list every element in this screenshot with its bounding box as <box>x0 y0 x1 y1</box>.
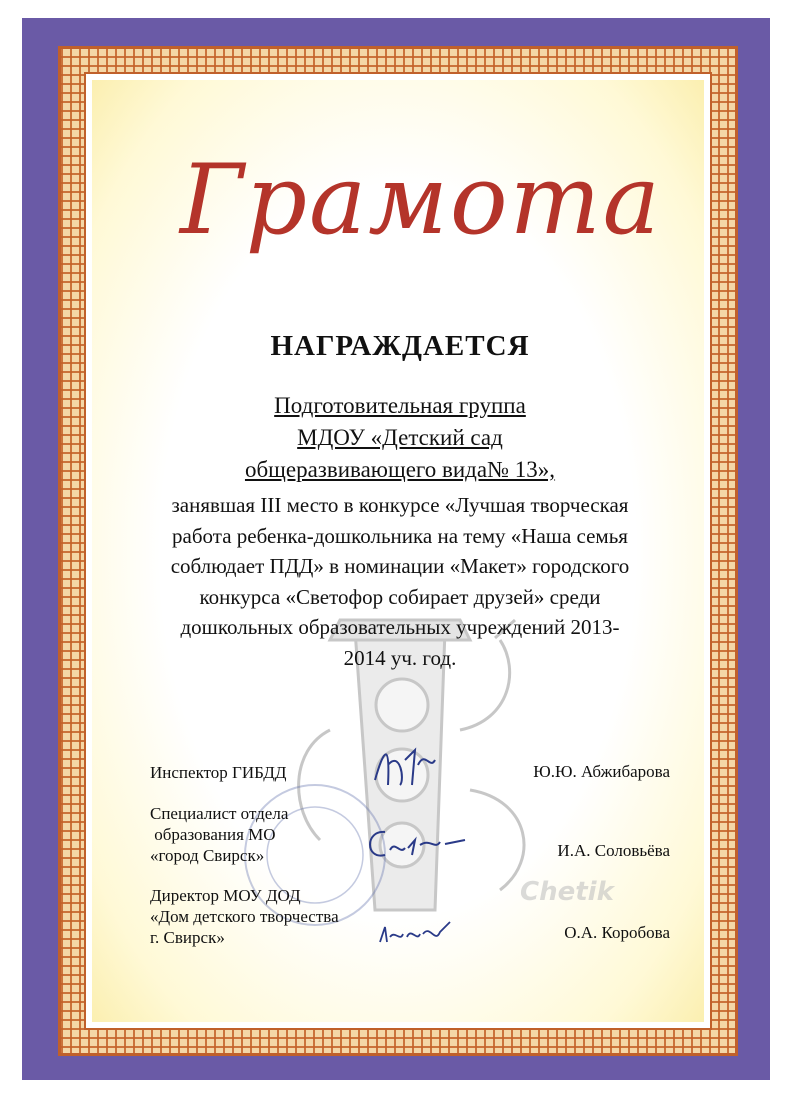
signatory-title-line: «Дом детского творчества <box>150 907 339 926</box>
recipient-line: общеразвивающего вида№ 13», <box>244 457 556 482</box>
signatory-title-line: Директор МОУ ДОД <box>150 886 301 905</box>
handwritten-signature <box>360 820 470 865</box>
signatory-title <box>150 762 286 783</box>
recipient-line: Подготовительная группа <box>274 393 526 418</box>
description-line: конкурса «Светофор собирает друзей» среди <box>199 584 601 609</box>
recipient-line: МДОУ «Детский сад <box>297 425 503 450</box>
awarded-heading: НАГРАЖДАЕТСЯ <box>270 330 530 362</box>
certificate-title: Грамота <box>180 144 662 256</box>
handwritten-signature <box>370 740 440 790</box>
description-line: работа ребенка-дошкольника на тему «Наша семья <box>172 523 628 548</box>
signatory-title-line: Специалист отдела <box>150 804 289 823</box>
signatory-title <box>150 803 288 866</box>
signatory-title <box>150 885 339 948</box>
description-line: дошкольных образовательных учреждений 2013- <box>180 615 620 639</box>
description-line: соблюдает ПДД» в номинации «Макет» городского <box>170 554 630 578</box>
watermark-label: Chetik <box>520 877 614 907</box>
signatory-name: О.А. Коробова <box>564 923 670 942</box>
signatory-title-line: Инспектор ГИБДД <box>150 763 287 782</box>
signatory-title-line: «город Свирск» <box>150 846 265 865</box>
description-line: занявшая III место в конкурсе «Лучшая творческая <box>171 493 629 517</box>
award-description <box>155 490 645 673</box>
signatory-title-line: образования МО <box>150 825 276 844</box>
handwritten-signature <box>375 912 455 952</box>
signatory-title-line: г. Свирск» <box>150 928 225 947</box>
signatory-name: И.А. Соловьёва <box>557 841 670 860</box>
description-line: 2014 уч. год. <box>343 645 457 670</box>
recipient-block <box>150 390 650 486</box>
signatory-name: Ю.Ю. Абжибарова <box>533 762 670 781</box>
